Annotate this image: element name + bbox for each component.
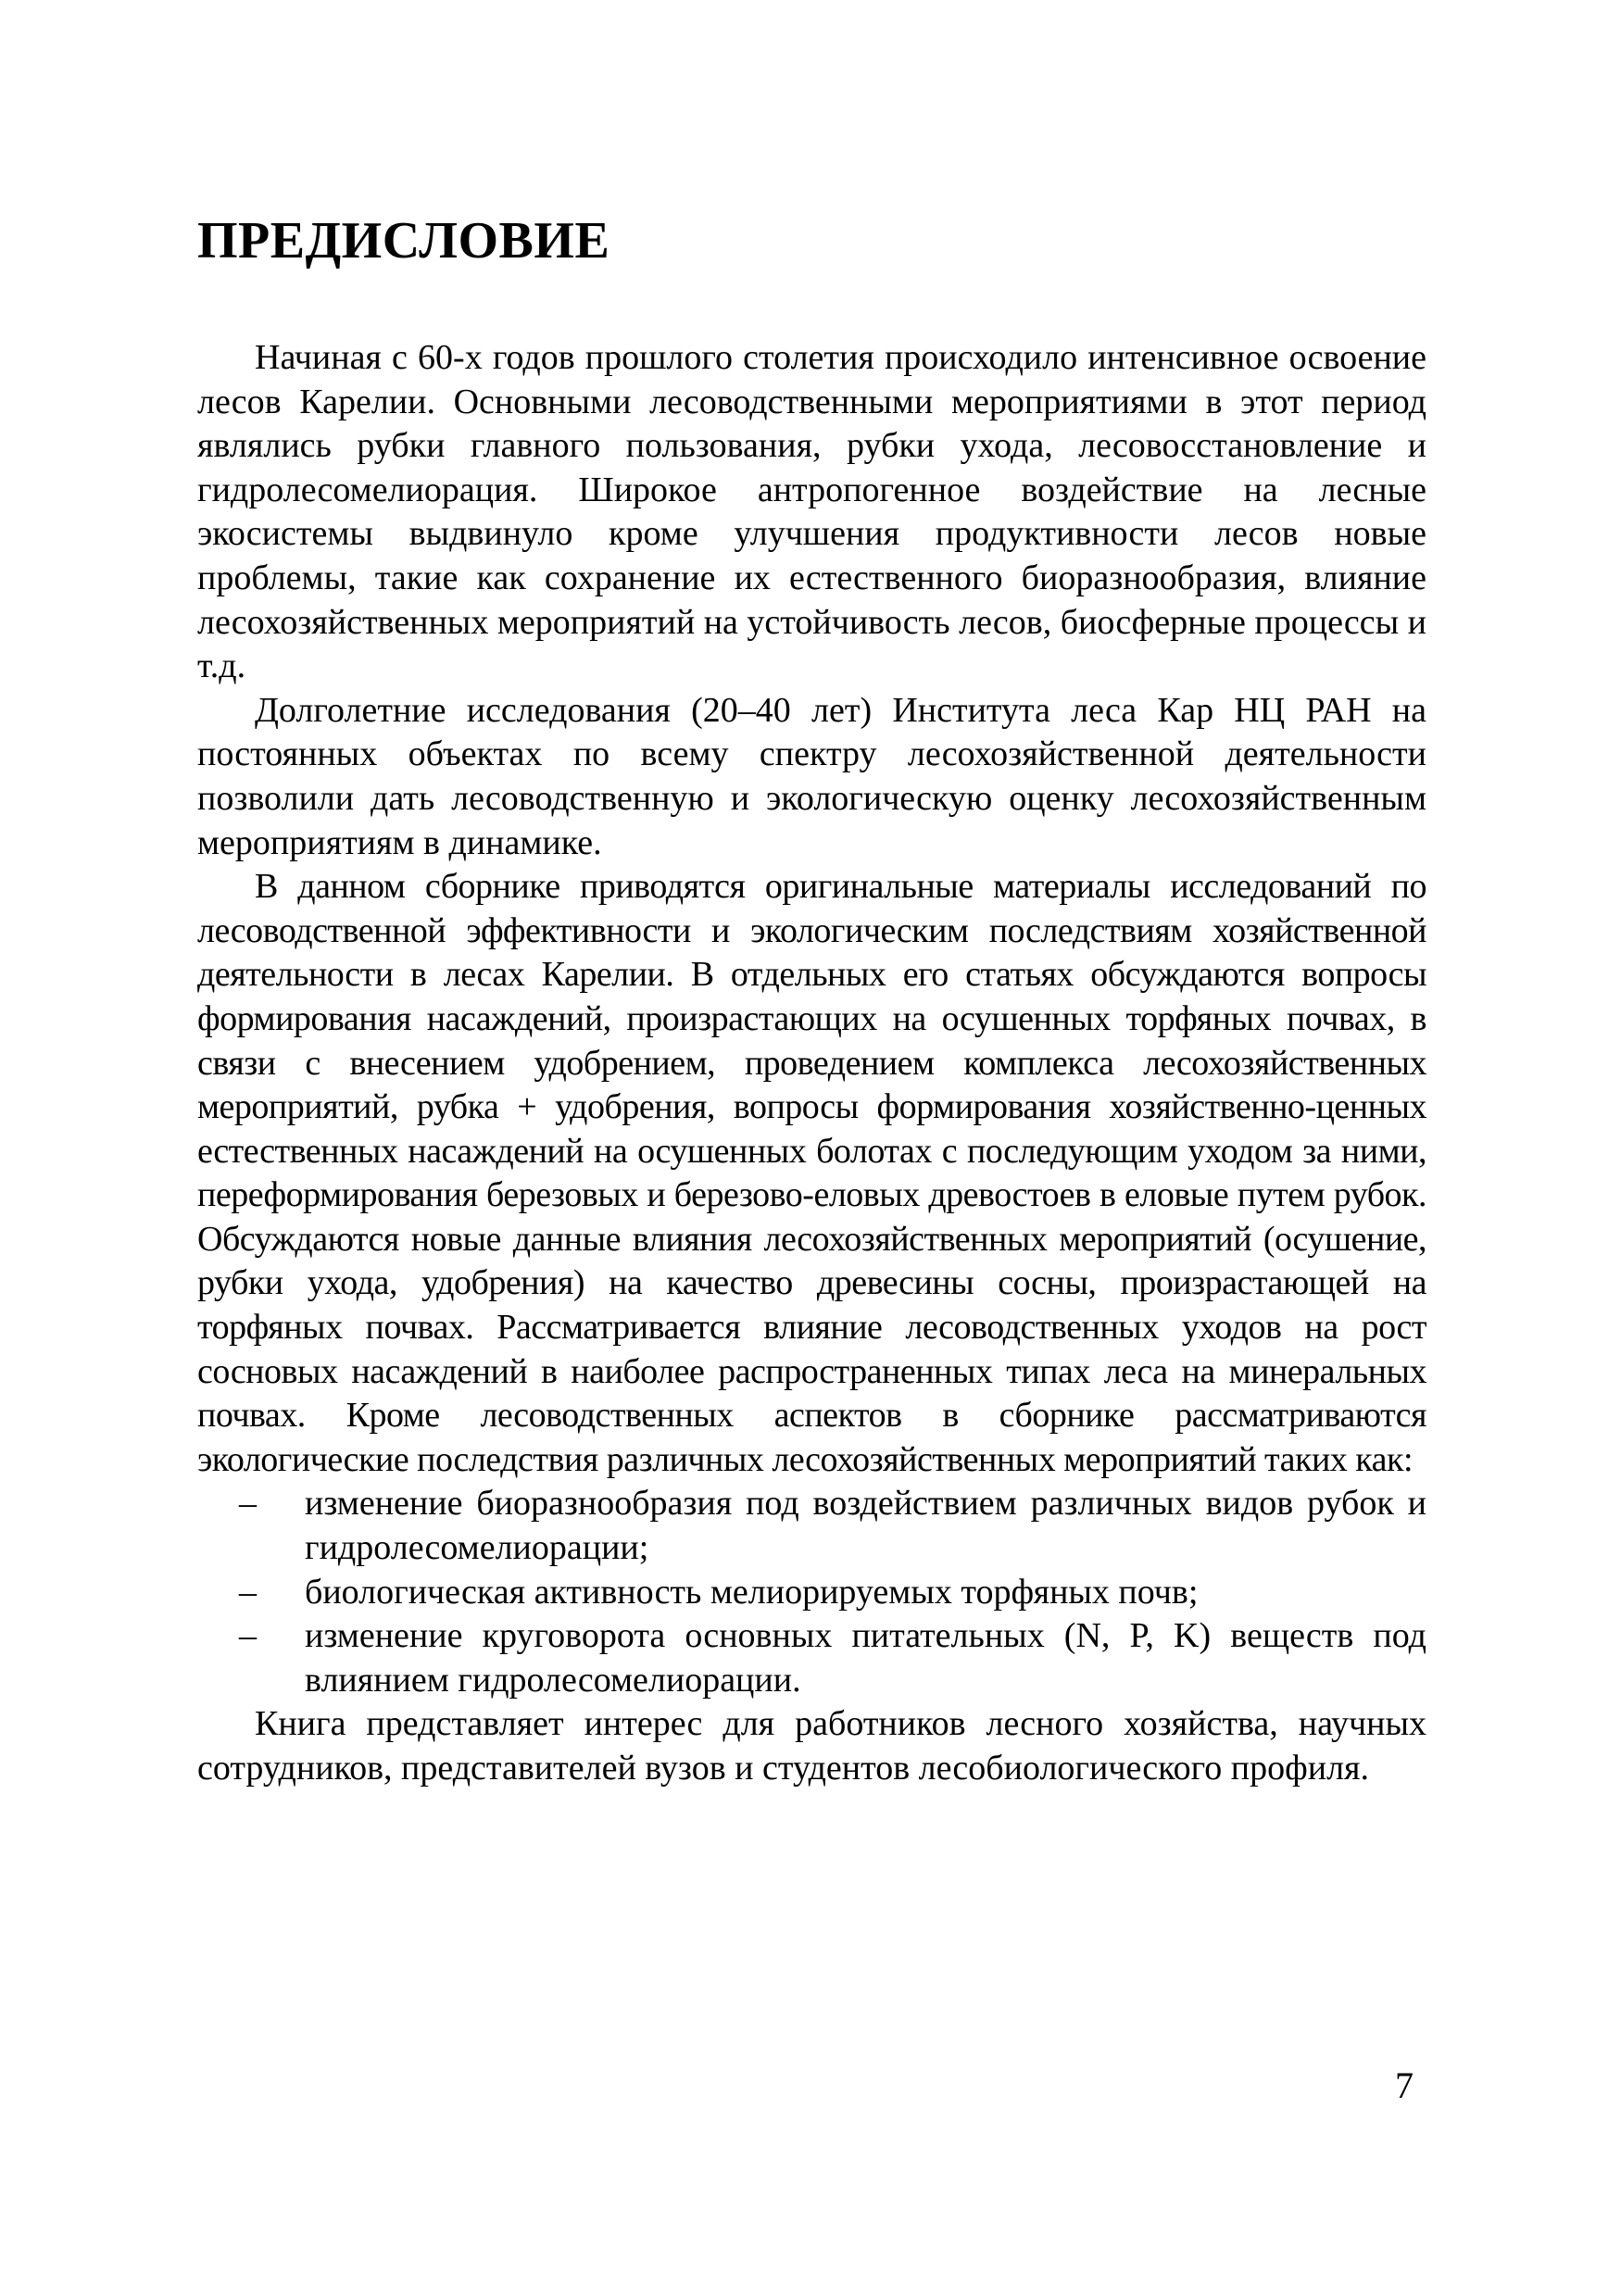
list-item xyxy=(197,1571,1426,1615)
list-item-text: биологическая активность мелиорируемых торфяных почв; xyxy=(305,1572,1199,1612)
ecology-list xyxy=(197,1482,1426,1702)
dash-marker: – xyxy=(239,1616,257,1656)
paragraph-research: Долголетние исследования (20–40 лет) Института леса Кар НЦ РАН на постоянных объектах по всему спектру лесохозяйственной деятельности позволили дать лесоводственную и экологическую оценку лесохозяйственным мероприятиям в динамике. xyxy=(197,690,1426,862)
paragraph-collection: В данном сборнике приводятся оригинальные материалы исследований по лесоводственной эффективности и экологическим последствиям хозяйственной деятельности в лесах Карелии. В отдельных его статьях обсуждаются вопросы формирования насаждений, произрастающих на осушенных торфяных почвах, в связи с внесением удобрением, проведением комплекса лесохозяйственных мероприятий, рубка + удобрения, вопросы формирования хозяйственно-ценных естественных насаждений на осушенных болотах с последующим уходом за ними, переформирования березовых и березово-еловых древостоев в еловые путем рубок. Обсуждаются новые данные влияния лесохозяйственных мероприятий (осушение, рубки ухода, удобрения) на качество древесины сосны, произрастающей на торфяных почвах. Рассматривается влияние лесоводственных уходов на рост сосновых насаждений в наиболее распространенных типах леса на минеральных почвах. Кроме лесоводственных аспектов в сборнике рассматриваются экологические последствия различных лесохозяйственных мероприятий таких как: xyxy=(197,867,1426,1479)
list-item xyxy=(197,1614,1426,1702)
page-title: ПРЕДИСЛОВИЕ xyxy=(197,212,610,270)
body-text xyxy=(197,336,1426,1791)
list-item xyxy=(197,1482,1426,1570)
list-item-text: изменение биоразнообразия под воздействием различных видов рубок и гидролесомелиорации; xyxy=(305,1484,1426,1568)
page-number: 7 xyxy=(1395,2064,1414,2106)
dash-marker: – xyxy=(239,1572,257,1612)
dash-marker: – xyxy=(239,1484,257,1524)
list-item-text: изменение круговорота основных питательных (N, P, K) веществ под влиянием гидролесомелиорации. xyxy=(305,1616,1426,1700)
paragraph-closing: Книга представляет интерес для работников лесного хозяйства, научных сотрудников, представителей вузов и студентов лесобиологического профиля. xyxy=(197,1704,1426,1788)
paragraph-intro: Начиная с 60-х годов прошлого столетия происходило интенсивное освоение лесов Карелии. Основными лесоводственными мероприятиями в этот период являлись рубки главного пользования, рубки ухода, лесовосстановление и гидролесомелиорация. Широкое антропогенное воздействие на лесные экосистемы выдвинуло кроме улучшения продуктивности лесов новые проблемы, такие как сохранение их естественного биоразнообразия, влияние лесохозяйственных мероприятий на устойчивость лесов, биосферные процессы и т.д. xyxy=(197,338,1426,686)
page-content xyxy=(197,208,1426,1791)
